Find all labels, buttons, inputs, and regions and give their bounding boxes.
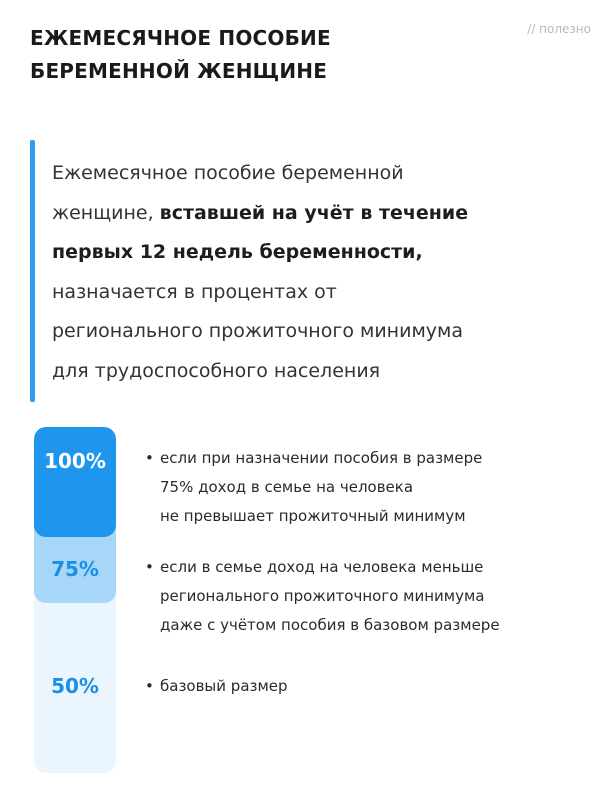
condition-100-line-1: если при назначении пособия в размере	[160, 449, 483, 467]
bullet-icon: •	[145, 677, 154, 695]
percent-100-label: 100%	[44, 449, 106, 473]
condition-50-line-1: базовый размер	[160, 677, 288, 695]
quote-line-2	[52, 194, 588, 234]
percent-50-label: 50%	[51, 674, 99, 698]
percent-75-label: 75%	[51, 557, 99, 581]
quote-accent-bar	[30, 140, 35, 402]
condition-75-line-2: регионального прожиточного минимума	[160, 587, 485, 605]
bullet-icon: •	[145, 558, 154, 576]
benefit-levels-bar	[34, 427, 116, 773]
category-tag: // полезно	[527, 22, 591, 36]
quote-block	[30, 140, 590, 402]
quote-line-5: регионального прожиточного минимума	[52, 320, 463, 342]
level-100-segment	[34, 427, 116, 537]
page-title-line-1: ЕЖЕМЕСЯЧНОЕ ПОСОБИЕ	[30, 26, 331, 50]
quote-text	[52, 154, 588, 391]
quote-line-3-bold: первых 12 недель беременности,	[52, 241, 423, 263]
page-title-line-2: БЕРЕМЕННОЙ ЖЕНЩИНЕ	[30, 59, 328, 83]
page-title	[30, 22, 470, 88]
condition-100-line-3: не превышает прожиточный минимум	[160, 507, 466, 525]
condition-100-line-2: 75% доход в семье на человека	[160, 478, 414, 496]
quote-line-1: Ежемесячное пособие беременной	[52, 162, 404, 184]
quote-line-2-normal: женщине,	[52, 201, 160, 224]
condition-75-line-3: даже с учётом пособия в базовом размере	[160, 616, 500, 634]
quote-line-2-bold: вставшей на учёт в течение	[159, 201, 469, 224]
quote-line-6: для трудоспособного населения	[52, 359, 381, 382]
condition-75-line-1: если в семье доход на человека меньше	[160, 558, 484, 576]
bullet-icon: •	[145, 449, 154, 467]
quote-line-4: назначается в процентах от	[52, 280, 337, 303]
